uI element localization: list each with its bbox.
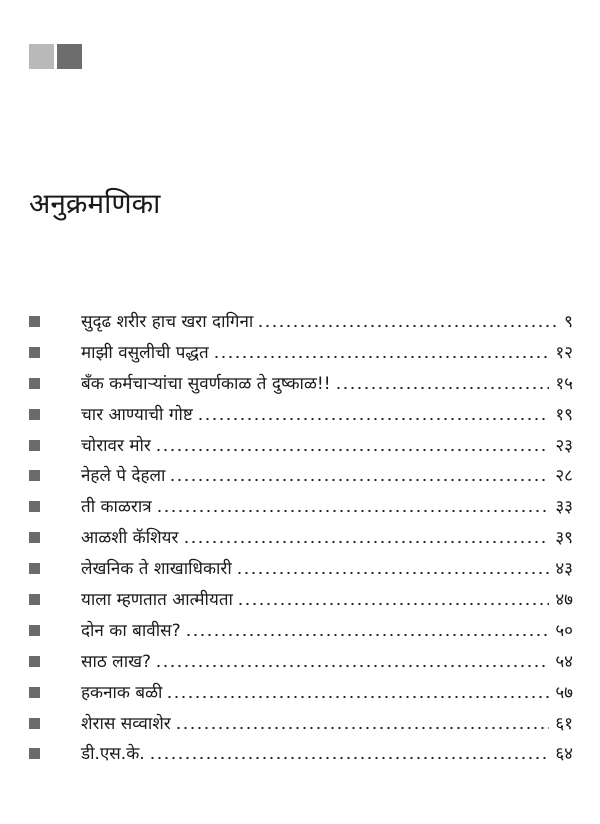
toc-line [81, 585, 573, 615]
toc-line [81, 338, 573, 368]
dot-leader [175, 725, 550, 731]
page-title: अनुक्रमणिका [29, 186, 161, 220]
toc-line [81, 307, 573, 337]
toc-entry-page: ४३ [555, 559, 573, 580]
toc-line [81, 554, 573, 584]
square-bullet-icon [29, 316, 40, 327]
toc-entry-page: ५७ [555, 682, 573, 703]
toc-entry-page: २३ [555, 435, 573, 456]
toc-entry-page: ९ [564, 312, 573, 332]
toc-entry-title: हकनाक बळी [81, 682, 163, 703]
toc-entry-title: याला म्हणतात आत्मीयता [81, 590, 233, 611]
toc-entry-title: लेखनिक ते शाखाधिकारी [81, 559, 232, 580]
toc-entry-page: १५ [555, 373, 573, 394]
toc-line [81, 523, 573, 553]
square-bullet-icon [29, 378, 40, 389]
square-bullet-icon [29, 409, 40, 420]
dot-leader [335, 385, 550, 391]
toc-entry-page: ५४ [555, 651, 573, 672]
dot-leader [197, 416, 550, 422]
toc-entry [0, 585, 600, 616]
toc-entry-page: ६४ [555, 744, 573, 765]
square-bullet-icon [29, 347, 40, 358]
dot-leader [257, 323, 558, 329]
toc-line [81, 678, 573, 708]
toc-entry-title: डी.एस.के. [81, 744, 145, 765]
square-bullet-icon [29, 594, 40, 605]
dot-leader [169, 477, 549, 483]
toc-line [81, 739, 573, 769]
square-bullet-icon [29, 501, 40, 512]
square-bullet-icon [29, 687, 40, 698]
toc-entry [0, 307, 600, 338]
dot-leader [155, 663, 549, 669]
square-bullet-icon [29, 625, 40, 636]
toc-entry-title: बँक कर्मचाऱ्यांचा सुवर्णकाळ ते दुष्काळ!! [81, 373, 331, 394]
square-bullet-icon [29, 718, 40, 729]
toc-entry-title: शेरास सव्वाशेर [81, 713, 171, 734]
toc-entry [0, 647, 600, 678]
toc-entry [0, 369, 600, 400]
toc-entry-title: दोन का बावीस? [81, 620, 181, 641]
toc-entry-page: २८ [555, 466, 573, 487]
toc-entry-title: आळशी कॅशियर [81, 528, 179, 549]
dot-leader [183, 539, 550, 545]
dark-square-icon [57, 44, 82, 69]
toc-entry [0, 523, 600, 554]
toc-entry-title: ती काळरात्र [81, 497, 152, 518]
toc-entry-page: ४७ [555, 590, 573, 611]
decorative-squares [29, 44, 82, 69]
toc-entry [0, 492, 600, 523]
toc-entry [0, 678, 600, 709]
toc-entry [0, 461, 600, 492]
dot-leader [237, 601, 549, 607]
toc-entry [0, 709, 600, 740]
light-square-icon [29, 44, 54, 69]
dot-leader [166, 694, 549, 700]
toc-line [81, 369, 573, 399]
toc-line [81, 492, 573, 522]
toc-entry-title: चार आण्याची गोष्ट [81, 404, 193, 425]
toc-entry-page: ५० [555, 620, 573, 641]
square-bullet-icon [29, 440, 40, 451]
toc-entry [0, 338, 600, 369]
toc-entry-title: माझी वसुलीची पद्धत [81, 342, 209, 363]
table-of-contents [0, 307, 600, 770]
toc-line [81, 616, 573, 646]
toc-line [81, 647, 573, 677]
toc-entry [0, 431, 600, 462]
toc-line [81, 709, 573, 739]
toc-entry-title: साठ लाख? [81, 651, 152, 672]
toc-entry-title: सुदृढ शरीर हाच खरा दागिना [81, 312, 254, 332]
toc-entry-title: चोरावर मोर [81, 435, 151, 456]
square-bullet-icon [29, 470, 40, 481]
toc-entry-page: ३३ [555, 497, 573, 518]
toc-entry [0, 739, 600, 770]
toc-entry-page: ३९ [555, 528, 573, 549]
dot-leader [156, 508, 550, 514]
toc-entry-page: १९ [555, 404, 573, 425]
toc-entry [0, 400, 600, 431]
dot-leader [213, 354, 550, 360]
toc-entry-page: १२ [555, 342, 573, 363]
toc-line [81, 431, 573, 461]
toc-entry-title: नेहले पे देहला [81, 466, 166, 487]
dot-leader [185, 632, 550, 638]
dot-leader [236, 570, 550, 576]
dot-leader [155, 447, 549, 453]
dot-leader [149, 755, 550, 761]
square-bullet-icon [29, 532, 40, 543]
square-bullet-icon [29, 656, 40, 667]
toc-line [81, 400, 573, 430]
square-bullet-icon [29, 563, 40, 574]
toc-entry-page: ६१ [555, 713, 573, 734]
toc-entry [0, 554, 600, 585]
square-bullet-icon [29, 748, 40, 759]
toc-line [81, 461, 573, 491]
toc-entry [0, 616, 600, 647]
